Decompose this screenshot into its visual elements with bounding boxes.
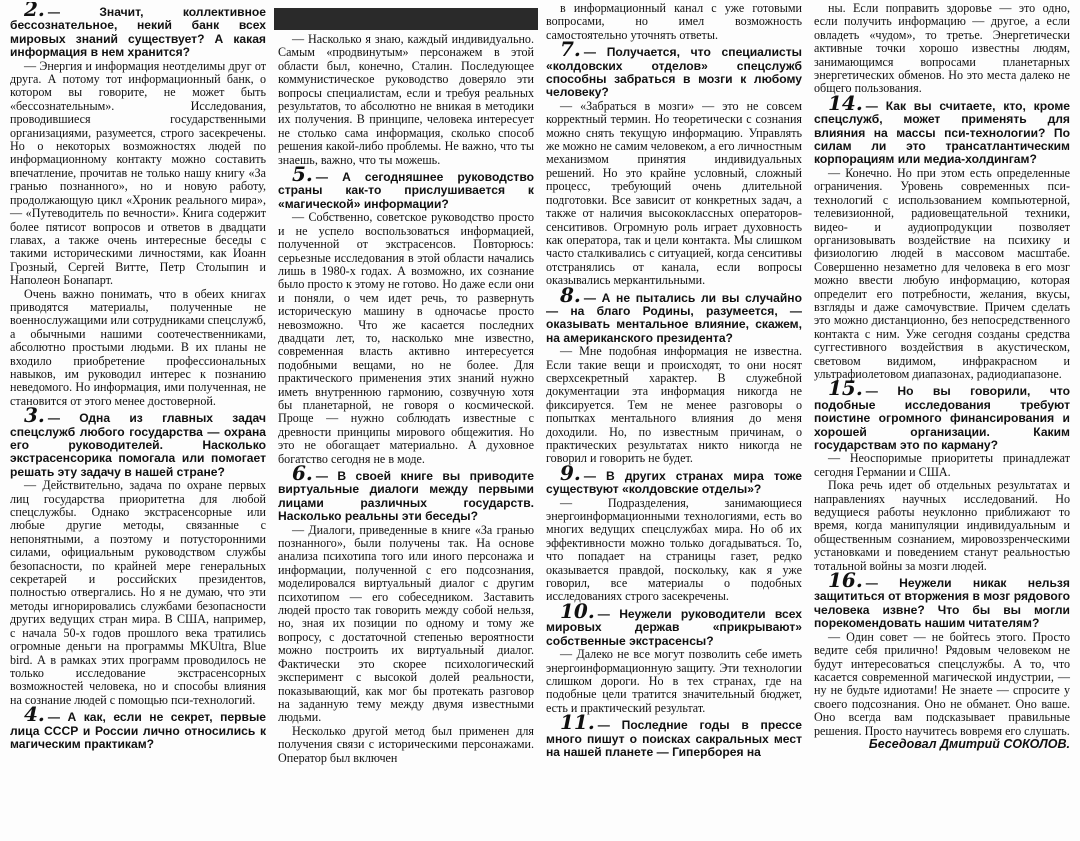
question-text: — В других странах мира тоже существуют «колдовские отделы»?: [546, 468, 802, 497]
question-number: 7.: [560, 37, 581, 62]
interview-question: [814, 568, 1070, 631]
question-number: 15.: [828, 376, 863, 401]
answer-paragraph: Несколько другой метод был применен для получения связи с историческими персонажами. Оператор был включен: [278, 723, 534, 765]
answer-paragraph: — Насколько я знаю, каждый индивидуально. Самым «продвинутым» персонажем в этой области был, конечно, Сталин. Последующее коммунистическое руководство доверяло эти вопросы специалистам, если и требуя реальных результатов, то абсолютно не вникая в методики их получения. В принципе, человека интересует не столько сама информация, сколько способ решения какой-либо проблемы. Не важно, что ты знаешь, важно, что ты можешь.: [278, 32, 534, 167]
text-column: [808, 2, 1076, 841]
answer-paragraph: — Далеко не все могут позволить себе иметь энергоинформационную защиту. Эти технологии слишком дороги. Но в тех странах, где на подобные цели тратится значительный бюджет, есть и практический результат.: [546, 647, 802, 715]
text-column: [4, 2, 272, 841]
answer-paragraph: — Диалоги, приведенные в книге «За гранью познанного», были получены так. На основе анализа психотипа того или иного персонажа и информации, полученной с его подсознания, моделировался виртуальный диалог с другим психотипом — его собеседником. Заставить людей просто так говорить между собой нельзя, но, зная их позиции по одному и тому же вопросу, с достаточной степенью вероятности можно построить их виртуальный диалог. Фактически это скорее психологический эксперимент с высокой долей реальности, показывающий, как мог бы протекать разговор на заданную тему между двумя известными людьми.: [278, 522, 534, 725]
question-text: — Получается, что специалисты «колдовских отделов» спецслужб способны забраться в мозги к любому человеку?: [546, 45, 802, 100]
interview-question: [546, 37, 802, 100]
header-banner: [274, 8, 538, 30]
answer-paragraph: — Собственно, советское руководство просто и не успело воспользоваться информацией, полученной от экстрасенсов. Повторюсь: серьезные исследования в этой области начались лишь в 1980-х годах. А возможно, их сознание было просто к этому не готово. Но даже если они и поняли, о чем идет речь, то развернуть историческую машину в одночасье просто невозможно. Что же касается последних двадцати лет, то, насколько мне известно, современная власть активно интересуется подобными вещами, но не более. Для практического применения этих знаний нужно иметь внутреннюю гармонию, созвучную хотя бы планетарной, не говоря о космической. Проще — нужно соблюдать известные с древности принципы мирового общежития. Но это не обогащает материально. А духовное богатство сегодня не в моде.: [278, 210, 534, 466]
question-number: 3.: [24, 403, 45, 428]
interview-question: [814, 376, 1070, 452]
question-number: 10.: [560, 598, 595, 623]
answer-paragraph: — Действительно, задача по охране первых лиц государства приоритетна для любой спецслужбы. Однако экстрасенсорные или любые другие методы, связанные с непонятными, а поэтому и потусторонними силами, официальным руководством службы безопасности, по крайней мере генеральных секретарей и российских президентов, полностью отвергались. Но я не думаю, что эти методы игнорировались службами безопасности других ведущих стран мира. В США, например, с начала 50-х годов прошлого века тратились огромные деньги на программы MKUltra, Blue bird. А в рамках этих программ проводилось не только исследование экстрасенсорных возможностей человека, но и способы влияния на сознание людей с помощью пси-технологий.: [10, 478, 266, 707]
question-text: — Но вы говорили, что подобные исследования требуют поистине огромного финансирования и хорошей организации. Каким государствам это по карману?: [814, 384, 1070, 452]
answer-paragraph: — Конечно. Но при этом есть определенные ограничения. Уровень современных пси-технологий с использованием компьютерной, телевизионной, радиовещательной техники, видео- и аудиопродукции позволяет организовывать воздействие на психику и физиологию людей в массовом масштабе. Совершенно незаметно для человека в его мозг можно ввести любую информацию, которая определит его потребности, желания, вкусы, взгляды и даже самочувствие. Причем сделать это можно дистанционно, без непосредственного контакта с ним. Уже сегодня созданы средства суггестивного воздействия в акустическом, световом видимом, инфракрасном и ультрафиолетовом диапазонах, радиодиапазоне.: [814, 165, 1070, 381]
answer-paragraph: Очень важно понимать, что в обеих книгах приводятся материалы, полученные не военнослужащими или сотрудниками спецслужб, а обычными нашими соотечественниками, абсолютно простыми людьми. В их планы не входило приобретение профессиональных навыков, им руководил интерес к познанию неведомого. Но информация, ими полученная, не становится от этого менее достоверной.: [10, 286, 266, 408]
interview-question: [10, 403, 266, 479]
question-number: 8.: [560, 282, 581, 307]
answer-paragraph: ны. Если поправить здоровье — это одно, если получить информацию — другое, а если овладеть «чудом», то третье. Энергетически активные точки хорошо известны людям, занимающимся вопросами планетарных энергетических обменов. Но это места далеко не общего пользования.: [814, 2, 1070, 96]
question-text: — Неужели никак нельзя защититься от вторжения в мозг рядового человека извне? Что бы вы могли порекомендовать нашим читателям?: [814, 576, 1070, 631]
question-text: — Неужели руководители всех мировых держав «прикрывают» собственные экстрасенсы?: [546, 606, 802, 648]
question-text: — Последние годы в прессе много пишут о поисках сакральных мест на нашей планете — Гиперборея на: [546, 718, 802, 759]
question-number: 6.: [292, 461, 313, 485]
question-text: — А не пытались ли вы случайно — на благо Родины, разумеется, — оказывать ментальное влияние, скажем, на американского президента?: [546, 290, 802, 345]
interview-question: [546, 460, 802, 497]
interview-question: [10, 702, 266, 751]
byline: Беседовал Дмитрий СОКОЛОВ.: [868, 736, 1070, 751]
interview-question: [278, 162, 534, 211]
interview-question: [278, 461, 534, 524]
answer-paragraph: Пока речь идет об отдельных результатах и направлениях научных исследований. Но ведущиеся работы неуклонно приближают то время, когда манипуляции индивидуальным и общественным сознанием, мировоззренческими установками и поведением станут реальностью тотальной войны за мозги людей.: [814, 478, 1070, 573]
question-text: — А как, если не секрет, первые лица СССР и России лично относились к магическим практикам?: [10, 710, 266, 751]
text-column: [272, 2, 540, 841]
question-text: — Одна из главных задач спецслужб любого государства — охрана его руководителей. Насколько экстрасенсорика помогала или помогает решать эту задачу в нашей стране?: [10, 411, 266, 479]
interview-question: [10, 2, 266, 60]
answer-paragraph: — Один совет — не бойтесь этого. Просто ведите себя прилично! Рядовым человеком не будут интересоваться спецслужбы. А то, что касается современной магической индустрии, — ну не будьте идиотами! Не знаете — спросите у своего подсознания. Оно не обманет. Оно ваше. Оно всегда вам подсказывает правильные решения. Просто научитесь вовремя его слушать.: [814, 629, 1070, 738]
question-number: 2.: [24, 2, 45, 21]
answer-paragraph: в информационный канал с уже готовыми вопросами, но имел возможность самостоятельно уточнять ответы.: [546, 2, 802, 42]
question-text: — В своей книге вы приводите виртуальные диалоги между первыми лицами различных государств. Насколько реальны эти беседы?: [278, 469, 534, 524]
question-text: — Как вы считаете, кто, кроме спецслужб, может применять для влияния на массы пси-технологии? По силам ли это трансатлантическим корпорациям или медиа-холдингам?: [814, 98, 1070, 167]
question-number: 11.: [560, 710, 595, 735]
answer-paragraph: — Мне подобная информация не известна. Если такие вещи и происходят, то они носят сверхсекретный характер. В служебной документации эта информация никогда не фиксируется. Тем не менее разговоры о попытках ментального влияния до меня доходили. Но, по известным причинам, о практических результатах никто никогда не говорил и говорить не будет.: [546, 344, 802, 466]
interview-question: [814, 90, 1070, 167]
interview-question: [546, 282, 802, 346]
answer-paragraph: — «Забраться в мозги» — это не совсем корректный термин. Но теоретически с сознания можно снять текущую информацию. Управлять же можно не самим человеком, а его личностным механизмом принятия индивидуальных решений. Но это крайне условный, сложный процесс, требующий очень длительной подготовки. Все зависит от конкретных задач, а также от наличия высококлассных операторов-сенситивов. Огромную роль играет духовность как оператора, так и цели контакта. Мы слишком часто сталкивались с ситуацией, когда сенситивы отстранялись от канала, если вопросы оказывались меркантильными.: [546, 98, 802, 288]
question-number: 5.: [292, 162, 313, 187]
interview-question: [546, 710, 802, 759]
answer-paragraph: — Неоспоримые приоритеты принадлежат сегодня Германии и США.: [814, 451, 1070, 479]
question-number: 9.: [560, 460, 581, 485]
text-column: [540, 2, 808, 841]
interview-question: [546, 598, 802, 648]
answer-paragraph: — Энергия и информация неотделимы друг от друга. А потому тот информационный банк, о котором вы говорите, не может быть «бессознательным». Исследования, проводившиеся государственными организациями, разумеется, строго засекречены. Но о некоторых возможностях людей по информационному контакту можно составить впечатление, прочитав не только нашу книгу «За гранью познанного», но и новую работу, продолжающую цикл «Хроник реального мира», — «Путеводитель по вечности». Книга содержит более пятисот вопросов и ответов в двадцати главах, а также очень интересные беседы с такими историческими личностями, как Иоанн Грозный, Сергей Витте, Петр Столыпин и Наполеон Бонапарт.: [10, 58, 266, 288]
answer-paragraph: — Подразделения, занимающиеся энергоинформационными технологиями, есть во многих ведущих спецслужбах мира. Но об их эффективности можно только догадываться. То, что попадает на страницы газет, редко оказывается правдой, поскольку, как я уже говорил, все материалы о подобных исследованиях строго засекречены.: [546, 495, 802, 604]
question-number: 4.: [24, 702, 45, 727]
question-number: 14.: [828, 90, 863, 115]
question-number: 16.: [828, 568, 863, 593]
question-text: — Значит, коллективное бессознательное, некий банк всех мировых знаний существует? А какая информация в нем хранится?: [10, 5, 266, 60]
question-text: — А сегодняшнее руководство страны как-то прислушивается к «магической» информации?: [278, 170, 534, 211]
